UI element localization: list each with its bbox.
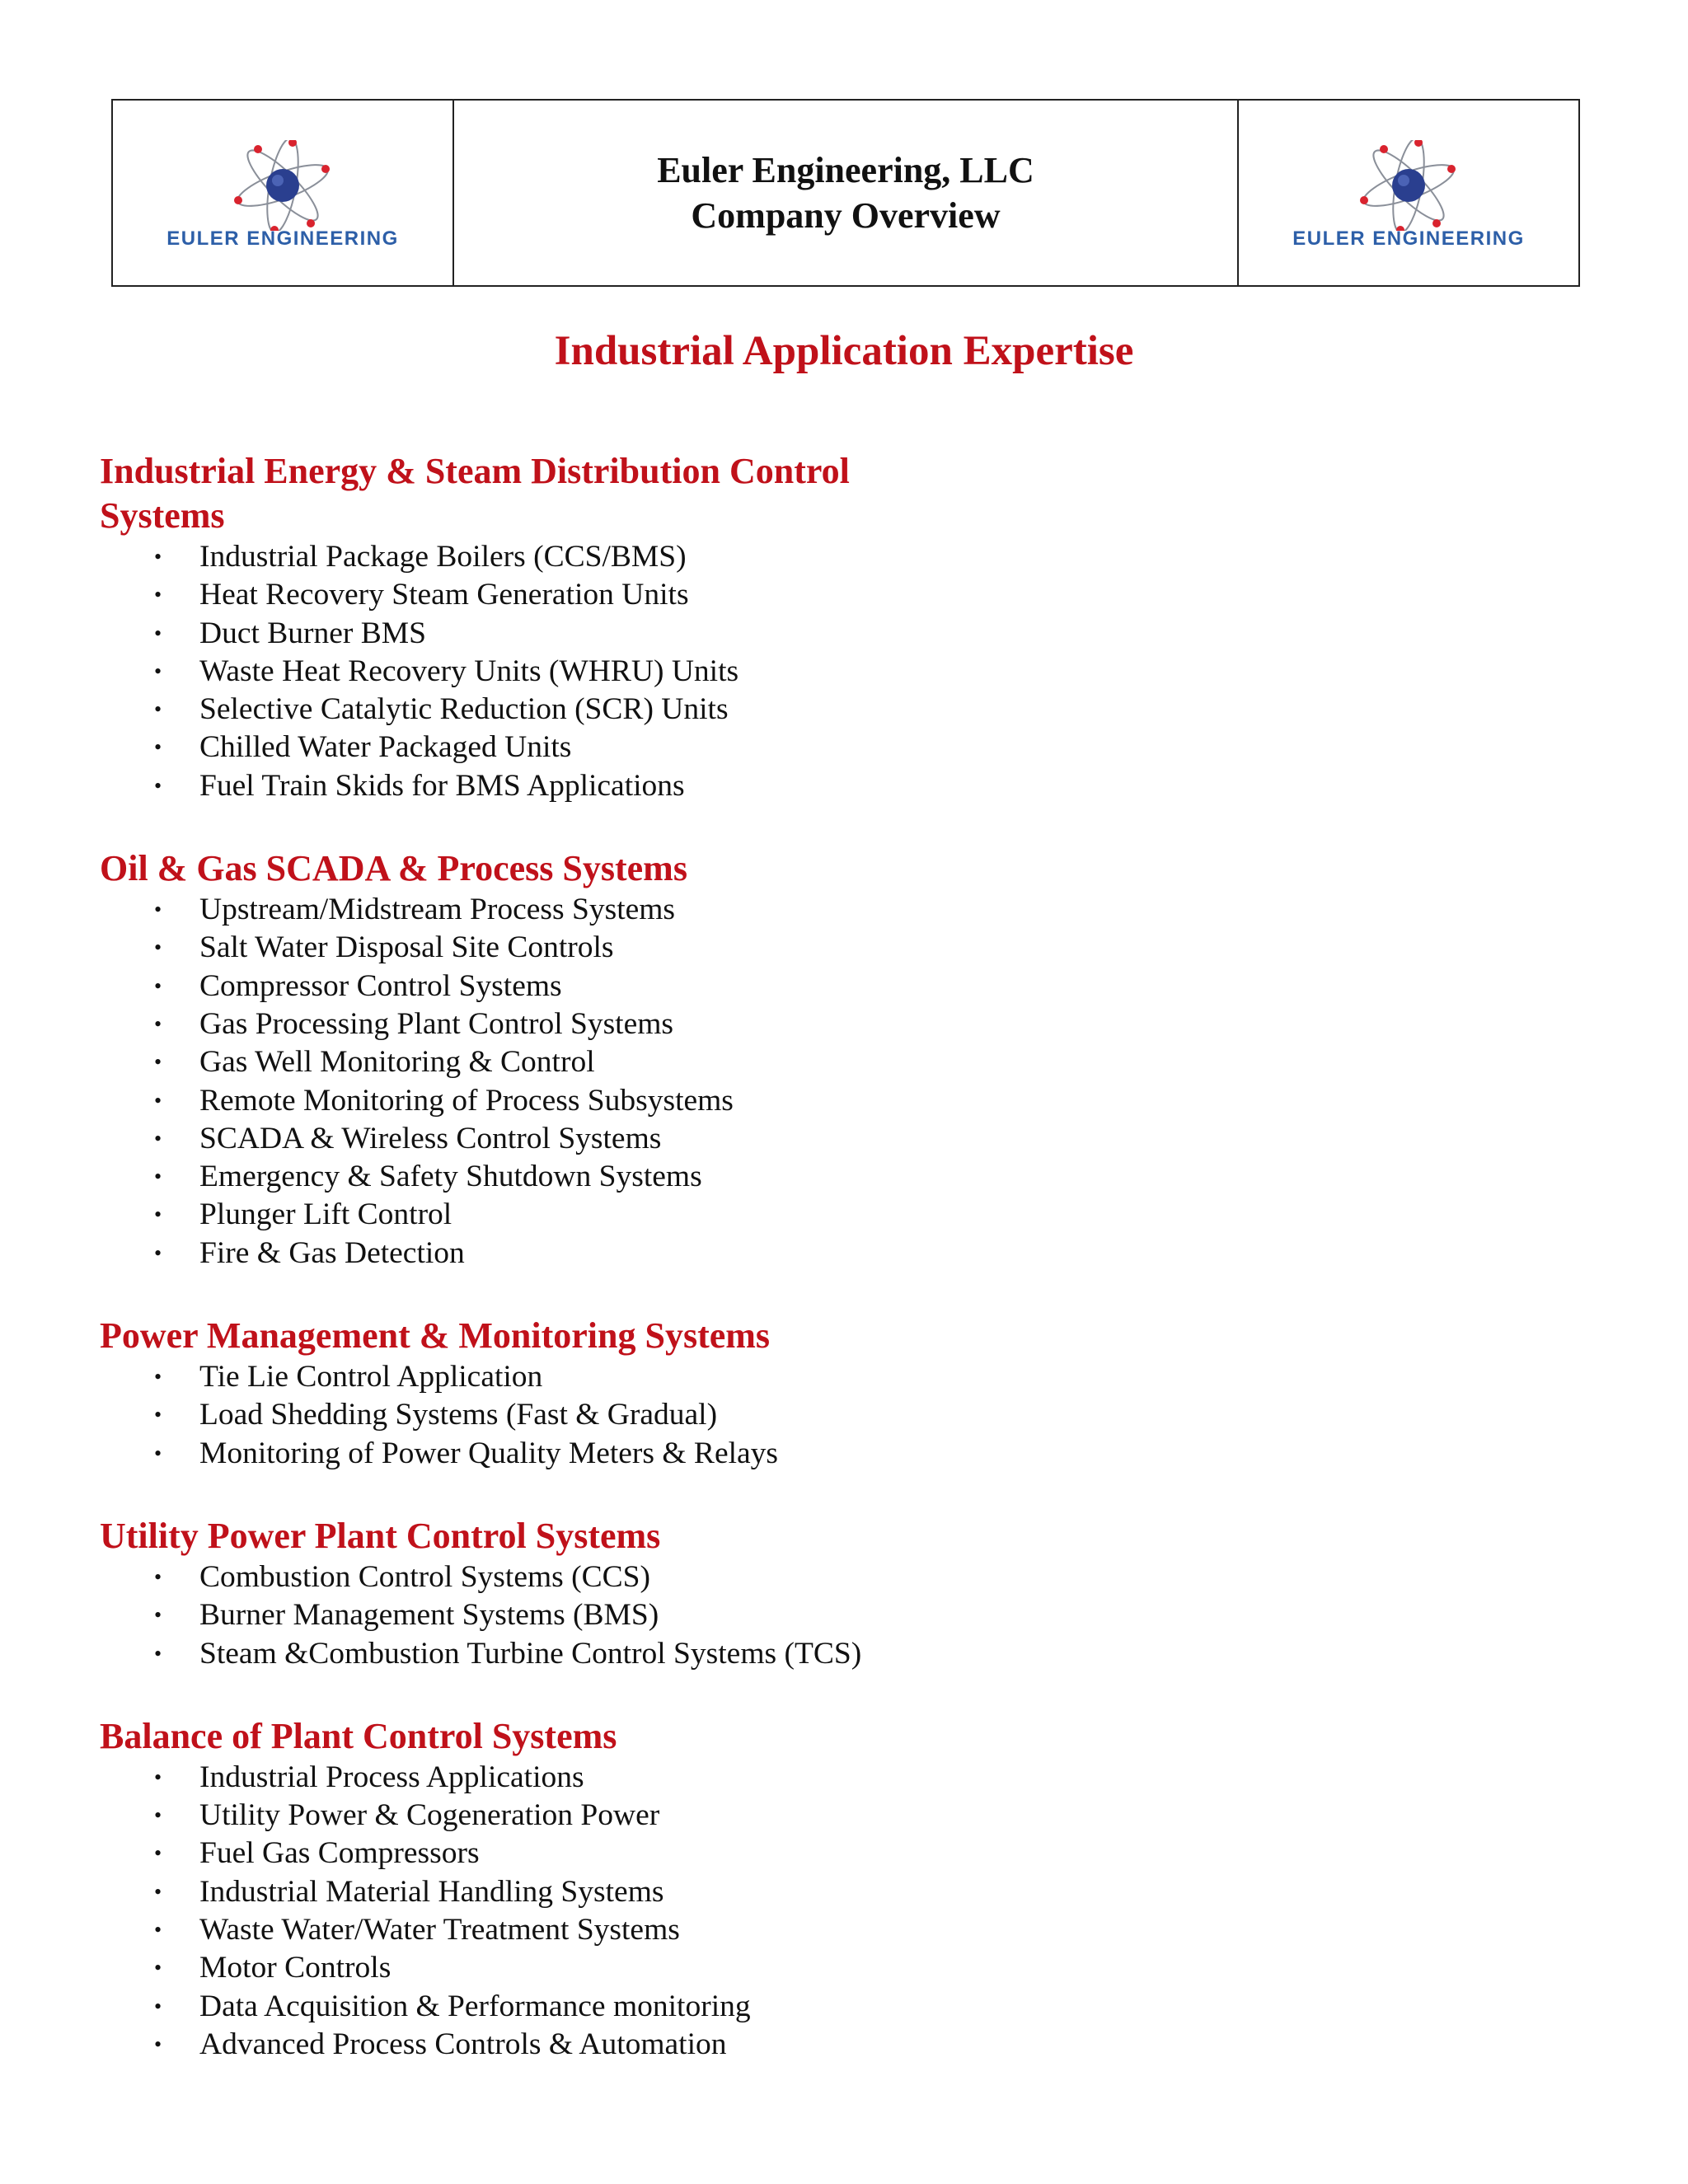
header-title-cell: [454, 101, 1237, 285]
bullet-icon: •: [154, 1011, 162, 1036]
bullet-icon: •: [154, 1365, 162, 1390]
bullet-icon: •: [154, 1564, 162, 1589]
list-item: [100, 729, 1583, 766]
section: [100, 1714, 1583, 2064]
bullet-icon: •: [154, 1088, 162, 1113]
list-item-text: Motor Controls: [199, 1951, 392, 1985]
list-item-text: Plunger Lift Control: [199, 1197, 452, 1232]
list-item: [100, 1596, 1583, 1634]
list-item: [100, 1911, 1583, 1949]
section-title: Power Management & Monitoring Systems: [100, 1315, 771, 1357]
list-item: [100, 1005, 1583, 1043]
bullet-icon: •: [154, 1918, 162, 1943]
bullet-icon: •: [154, 773, 162, 798]
list-item: [100, 2026, 1583, 2064]
section-title: Utility Power Plant Control Systems: [100, 1515, 661, 1556]
document-subtitle: Company Overview: [691, 195, 1001, 236]
list-item: [100, 767, 1583, 805]
bullet-icon: •: [154, 1403, 162, 1427]
bullet-icon: •: [154, 1126, 162, 1151]
list-item: [100, 615, 1583, 653]
bullet-icon: •: [154, 1641, 162, 1666]
list-item-text: Burner Management Systems (BMS): [199, 1598, 659, 1633]
bullet-icon: •: [154, 1956, 162, 1980]
list-item: [100, 1358, 1583, 1396]
section: [100, 846, 1583, 1272]
company-name: Euler Engineering, LLC: [657, 150, 1034, 190]
bullet-icon: •: [154, 583, 162, 607]
list-item-text: Emergency & Safety Shutdown Systems: [199, 1160, 702, 1194]
list-item-text: Chilled Water Packaged Units: [199, 730, 572, 765]
list-item-text: Waste Heat Recovery Units (WHRU) Units: [199, 654, 739, 688]
list-item: [100, 1759, 1583, 1797]
list-item: [100, 1196, 1583, 1234]
list-item: [100, 1082, 1583, 1120]
list-item-text: Steam &Combustion Turbine Control Systems (TCS): [199, 1636, 862, 1671]
list-item-text: Tie Lie Control Application: [199, 1360, 543, 1394]
bullet-list: [100, 1558, 1583, 1673]
list-item: [100, 1158, 1583, 1196]
list-item: [100, 691, 1583, 729]
bullet-icon: •: [154, 1050, 162, 1075]
list-item-text: Fuel Gas Compressors: [199, 1836, 480, 1871]
list-item: [100, 1235, 1583, 1272]
list-item-text: Utility Power & Cogeneration Power: [199, 1798, 660, 1833]
list-item: [100, 1396, 1583, 1434]
atom-icon: [229, 140, 336, 231]
list-item: [100, 1635, 1583, 1673]
list-item: [100, 968, 1583, 1005]
list-item: [100, 653, 1583, 691]
list-item: [100, 1120, 1583, 1158]
list-item-text: Heat Recovery Steam Generation Units: [199, 578, 689, 612]
section: [100, 1314, 1583, 1473]
bullet-icon: •: [154, 1803, 162, 1828]
list-item-text: Waste Water/Water Treatment Systems: [199, 1913, 680, 1947]
bullet-icon: •: [154, 1765, 162, 1789]
bullet-icon: •: [154, 2032, 162, 2056]
list-item-text: Industrial Material Handling Systems: [199, 1874, 664, 1909]
logo-wordmark: EULER ENGINEERING: [1292, 227, 1525, 250]
list-item-text: Compressor Control Systems: [199, 968, 562, 1003]
bullet-icon: •: [154, 697, 162, 722]
bullet-icon: •: [154, 735, 162, 760]
bullet-icon: •: [154, 621, 162, 645]
list-item: [100, 1797, 1583, 1835]
bullet-list: [100, 891, 1583, 1272]
list-item: [100, 1043, 1583, 1081]
list-item-text: Fuel Train Skids for BMS Applications: [199, 768, 685, 803]
bullet-icon: •: [154, 1165, 162, 1189]
list-item: [100, 891, 1583, 929]
list-item: [100, 1949, 1583, 1987]
bullet-icon: •: [154, 1603, 162, 1628]
list-item-text: Gas Well Monitoring & Control: [199, 1045, 595, 1080]
list-item-text: Combustion Control Systems (CCS): [199, 1559, 650, 1594]
section: [100, 1514, 1583, 1673]
list-item-text: Remote Monitoring of Process Subsystems: [199, 1083, 734, 1118]
bullet-icon: •: [154, 545, 162, 569]
list-item: [100, 1873, 1583, 1911]
bullet-icon: •: [154, 1879, 162, 1904]
bullet-icon: •: [154, 935, 162, 960]
list-item-text: Industrial Package Boilers (CCS/BMS): [199, 540, 687, 574]
sections-container: [100, 449, 1583, 2105]
section-title: Oil & Gas SCADA & Process Systems: [100, 848, 687, 889]
section: [100, 449, 1583, 805]
logo-wordmark: EULER ENGINEERING: [166, 227, 399, 250]
header-right-logo-cell: [1237, 101, 1578, 285]
list-item-text: Industrial Process Applications: [199, 1760, 584, 1794]
header-left-logo-cell: [113, 101, 454, 285]
bullet-icon: •: [154, 1441, 162, 1465]
list-item: [100, 538, 1583, 576]
bullet-icon: •: [154, 1994, 162, 2018]
company-logo-left: [166, 140, 399, 251]
bullet-icon: •: [154, 1202, 162, 1227]
list-item-text: Fire & Gas Detection: [199, 1235, 465, 1270]
section-title: Industrial Energy & Steam Distribution Control Systems: [100, 451, 850, 536]
company-logo-right: [1292, 140, 1525, 251]
bullet-icon: •: [154, 973, 162, 998]
list-item: [100, 576, 1583, 614]
bullet-icon: •: [154, 1841, 162, 1866]
bullet-list: [100, 1358, 1583, 1473]
list-item-text: Upstream/Midstream Process Systems: [199, 893, 676, 927]
list-item-text: Monitoring of Power Quality Meters & Relays: [199, 1436, 778, 1470]
list-item-text: Gas Processing Plant Control Systems: [199, 1006, 674, 1041]
main-title: Industrial Application Expertise: [554, 328, 1134, 374]
list-item: [100, 1835, 1583, 1872]
list-item-text: SCADA & Wireless Control Systems: [199, 1121, 662, 1155]
list-item-text: Salt Water Disposal Site Controls: [199, 930, 614, 965]
list-item-text: Selective Catalytic Reduction (SCR) Units: [199, 692, 729, 727]
bullet-list: [100, 538, 1583, 805]
list-item: [100, 1988, 1583, 2026]
list-item: [100, 929, 1583, 967]
section-title: Balance of Plant Control Systems: [100, 1715, 617, 1756]
bullet-icon: •: [154, 898, 162, 922]
list-item: [100, 1558, 1583, 1596]
header-table: [111, 99, 1580, 287]
list-item: [100, 1435, 1583, 1473]
bullet-list: [100, 1759, 1583, 2064]
list-item-text: Load Shedding Systems (Fast & Gradual): [199, 1398, 718, 1432]
list-item-text: Data Acquisition & Performance monitoring: [199, 1989, 751, 2023]
list-item-text: Duct Burner BMS: [199, 616, 426, 650]
atom-icon: [1355, 140, 1462, 231]
list-item-text: Advanced Process Controls & Automation: [199, 2027, 727, 2061]
bullet-icon: •: [154, 658, 162, 683]
bullet-icon: •: [154, 1240, 162, 1265]
